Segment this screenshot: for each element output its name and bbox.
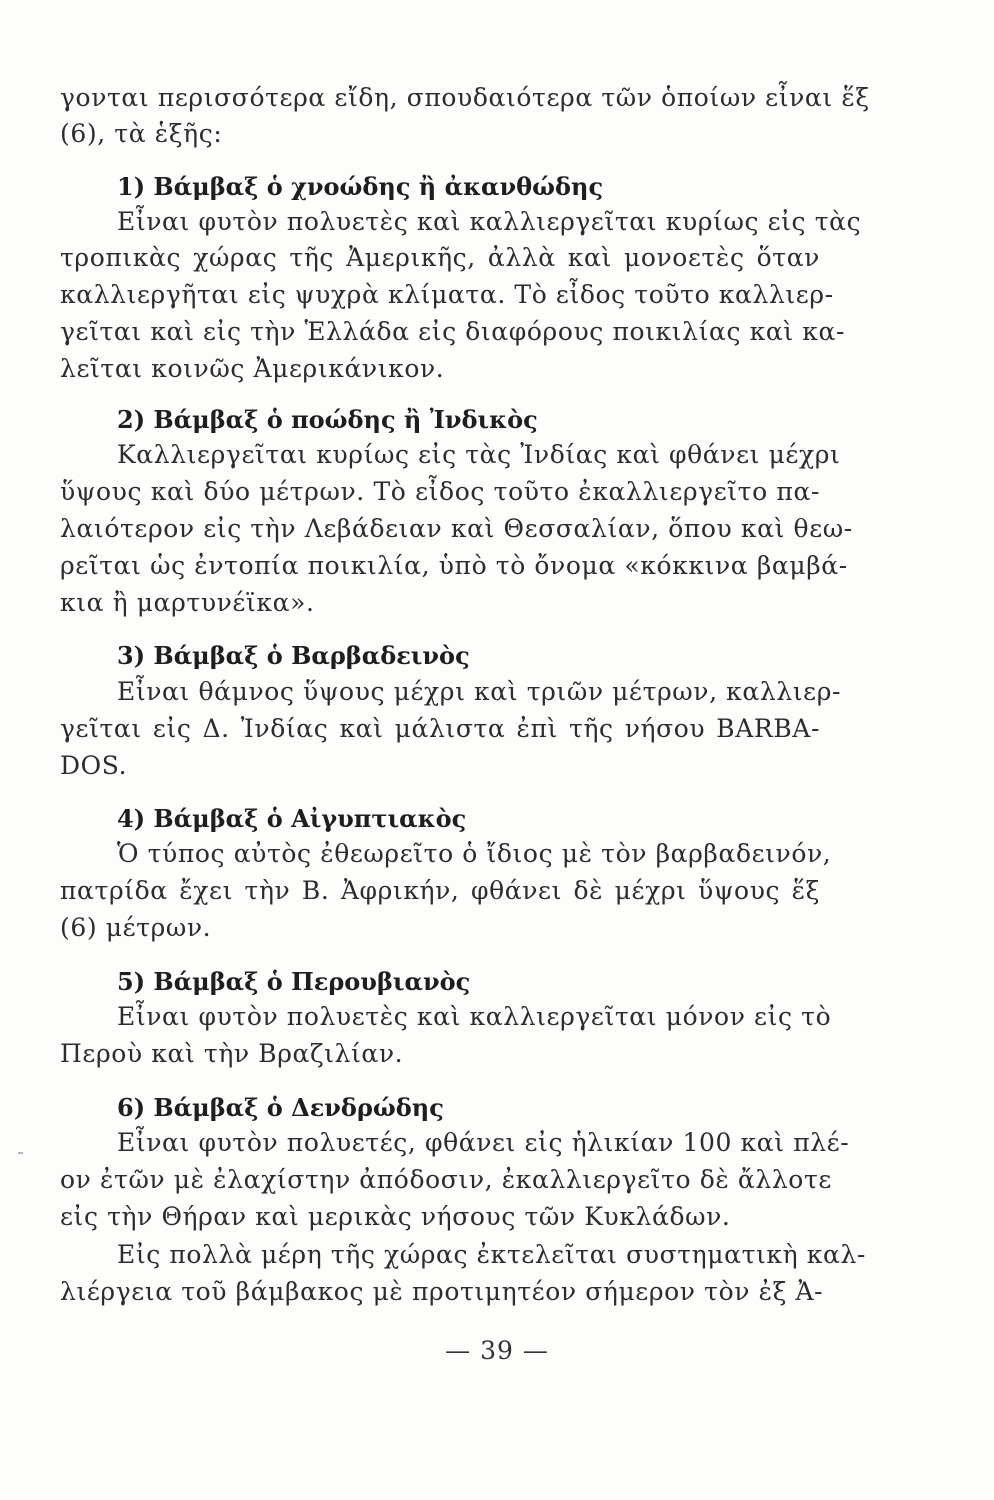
text-line: γεῖται εἰς Δ. Ἰνδίας καὶ μάλιστα ἐπὶ τῆς νήσου BARBA- <box>60 714 820 743</box>
text-line: ρεῖται ὡς ἐντοπία ποικιλία, ὑπὸ τὸ ὄνομα «κόκκινα βαμβά- <box>60 551 848 580</box>
text-line: γονται περισσότερα εἴδη, σπουδαιότερα τῶν ὁποίων εἶναι ἕξ <box>60 83 870 112</box>
text-line: (6) μέτρων. <box>60 913 212 942</box>
text-line: Περοὺ καὶ τὴν Βραζιλίαν. <box>60 1039 404 1068</box>
section-heading-2: 2) Βάμβαξ ὁ ποώδης ἢ Ἰνδικὸς <box>117 405 538 434</box>
text-line: λιέργεια τοῦ βάμβακος μὲ προτιμητέον σήμερον τὸν ἐξ Ἀ- <box>60 1277 824 1306</box>
text-line: λαιότερον εἰς τὴν Λεβάδειαν καὶ Θεσσαλίαν, ὅπου καὶ θεω- <box>60 514 853 543</box>
text-line: Καλλιεργεῖται κυρίως εἰς τὰς Ἰνδίας καὶ φθάνει μέχρι <box>117 440 841 469</box>
text-line: (6), τὰ ἑξῆς: <box>60 119 223 148</box>
text-line: Εἶναι φυτὸν πολυετὲς καὶ καλλιεργεῖται κυρίως εἰς τὰς <box>117 207 862 236</box>
text-line: DOS. <box>60 751 128 780</box>
text-line: κια ἢ μαρτυνέϊκα». <box>60 588 315 617</box>
text-line: Ὁ τύπος αὐτὸς ἐθεωρεῖτο ὁ ἴδιος μὲ τὸν βαρβαδεινόν, <box>117 839 832 868</box>
text-line: γεῖται καὶ εἰς τὴν Ἑλλάδα εἰς διαφόρους ποικιλίας καὶ κα- <box>60 317 846 346</box>
section-heading-3: 3) Βάμβαξ ὁ Βαρβαδεινὸς <box>117 641 470 670</box>
text-line: ον ἐτῶν μὲ ἐλαχίστην ἀπόδοσιν, ἐκαλλιεργεῖτο δὲ ἄλλοτε <box>60 1165 832 1194</box>
section-heading-5: 5) Βάμβαξ ὁ Περουβιανὸς <box>117 967 471 996</box>
text-line: Εἶναι φυτὸν πολυετὲς καὶ καλλιεργεῖται μόνον εἰς τὸ <box>117 1002 832 1031</box>
text-line: λεῖται κοινῶς Ἀμερικάνικον. <box>60 354 445 383</box>
section-heading-6: 6) Βάμβαξ ὁ Δενδρώδης <box>117 1093 444 1122</box>
text-line: Εἶναι θάμνος ὕψους μέχρι καὶ τριῶν μέτρων, καλλιερ- <box>117 677 842 706</box>
text-line: τροπικὰς χώρας τῆς Ἀμερικῆς, ἀλλὰ καὶ μονοετὲς ὅταν <box>60 243 820 272</box>
text-line: εἰς τὴν Θήραν καὶ μερικὰς νήσους τῶν Κυκλάδων. <box>60 1202 731 1231</box>
margin-mark <box>18 1152 23 1154</box>
text-line: καλλιεργῆται εἰς ψυχρὰ κλίματα. Τὸ εἶδος τοῦτο καλλιερ- <box>60 280 834 309</box>
page-number: — 39 — <box>445 1336 549 1365</box>
text-line: Εἰς πολλὰ μέρη τῆς χώρας ἐκτελεῖται συστηματικὴ καλ- <box>117 1240 866 1269</box>
text-line: ὕψους καὶ δύο μέτρων. Τὸ εἶδος τοῦτο ἐκαλλιεργεῖτο πα- <box>60 477 820 506</box>
text-line: πατρίδα ἔχει τὴν Β. Ἀφρικήν, φθάνει δὲ μέχρι ὕψους ἕξ <box>60 876 820 905</box>
section-heading-1: 1) Βάμβαξ ὁ χνοώδης ἢ ἀκανθώδης <box>117 172 604 201</box>
section-heading-4: 4) Βάμβαξ ὁ Αἰγυπτιακὸς <box>117 804 467 833</box>
text-line: Εἶναι φυτὸν πολυετές, φθάνει εἰς ἡλικίαν 100 καὶ πλέ- <box>117 1128 850 1157</box>
